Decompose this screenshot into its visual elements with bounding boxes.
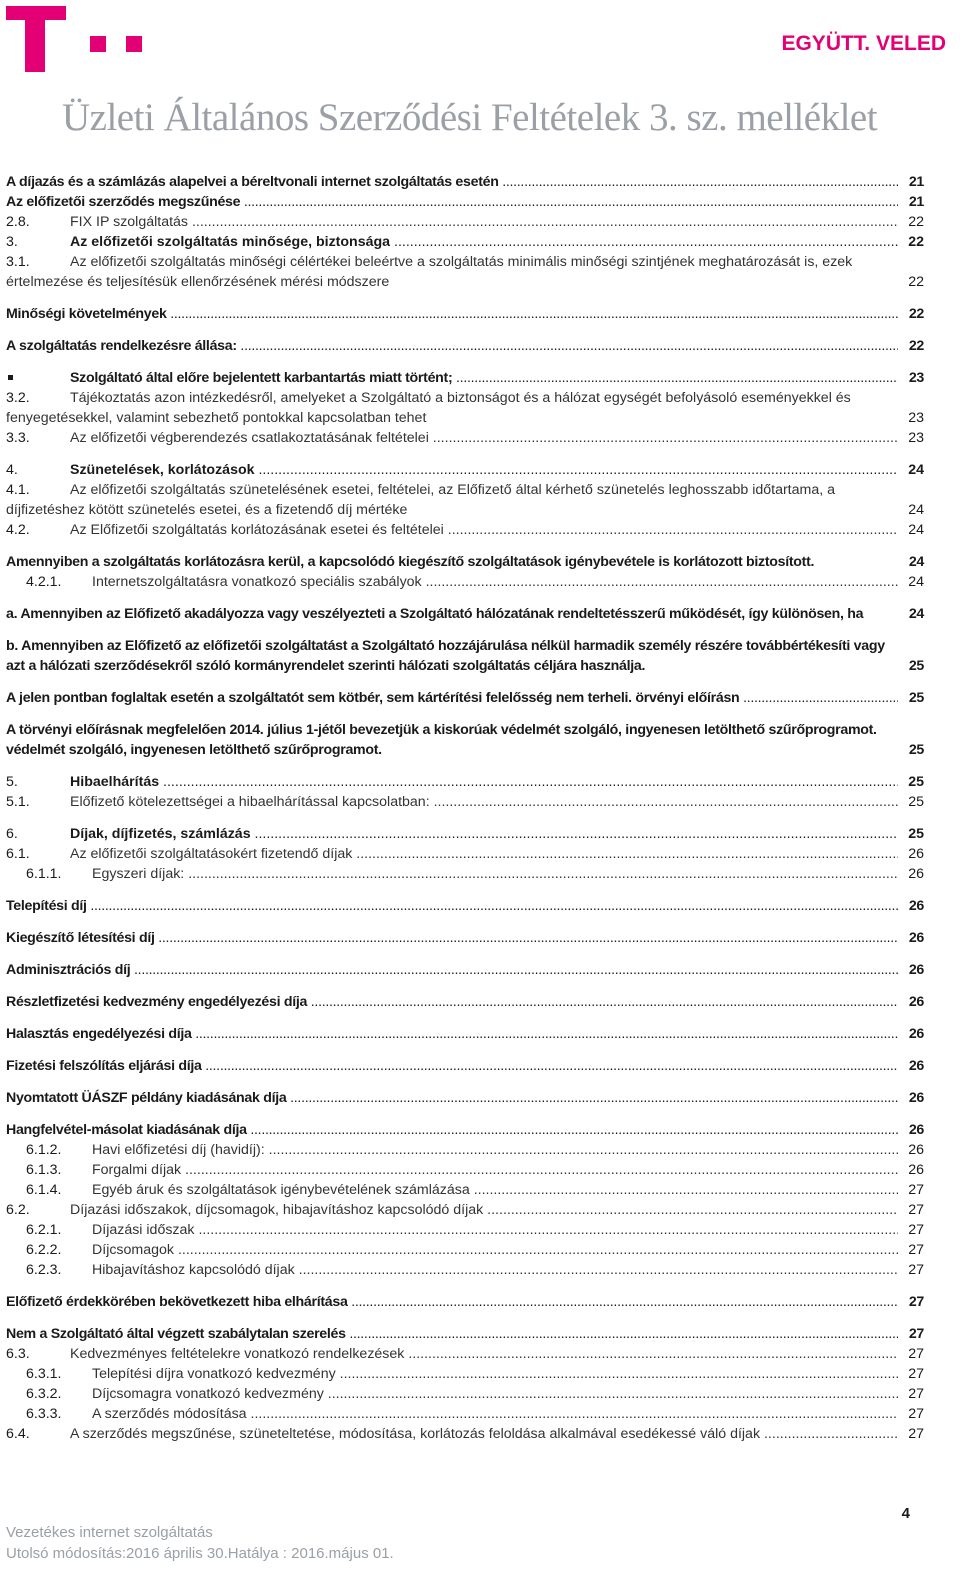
toc-entry-title: Díjazási időszakok, díjcsomagok, hibajavításhoz kapcsolódó díjak .....: [70, 1200, 898, 1220]
toc-entry-title: Előfizető érdekkörében bekövetkezett hiba elhárítása .....: [6, 1292, 898, 1312]
toc-entry-title: Díjcsomagra vonatkozó kedvezmény .....: [92, 1384, 898, 1404]
toc-entry-title: Fizetési felszólítás eljárási díja .....: [6, 1056, 898, 1076]
toc-entry[interactable]: [6, 772, 924, 792]
toc-entry-page: 23: [908, 370, 924, 386]
toc-entry-number: 6.4.: [6, 1426, 30, 1442]
toc-entry-page: 22: [908, 306, 924, 322]
toc-entry-title: A szerződés megszűnése, szüneteltetése, módosítása, korlátozás feloldása alkalmával esedékessé váló díjak .....: [70, 1424, 898, 1444]
toc-entry-number: 6.2.1.: [26, 1222, 62, 1238]
toc-entry-number: 4.1.: [6, 482, 30, 498]
toc-entry-title: A szerződés módosítása .....: [92, 1404, 898, 1424]
toc-entry-title: Díjak, díjfizetés, számlázás .....: [70, 824, 898, 844]
toc-entry-page: 27: [908, 1406, 924, 1422]
toc-entry-number: 6.1.1.: [26, 866, 62, 882]
toc-entry[interactable]: [6, 388, 924, 428]
toc-entry-title: Az előfizetői szerződés megszűnése .....: [6, 192, 898, 212]
toc-entry[interactable]: [6, 1056, 924, 1076]
toc-entry[interactable]: [6, 1404, 924, 1424]
footer-modification-date: Utolsó módosítás:2016 április 30.Hatálya : 2016.május 01.: [6, 1545, 394, 1562]
toc-entry-page: 23: [908, 410, 924, 426]
toc-entry-title: Tájékoztatás azon intézkedésről, amelyeket a Szolgáltató a biztonságot és a hálózat egységét befolyásoló eseményekkel és fenyegetésekkel, valamint sebezhető pontokkal kapcsolatban tehet: [6, 390, 851, 426]
toc-entry-title: Kiegészítő létesítési díj .....: [6, 928, 898, 948]
toc-entry-number: 4.: [6, 462, 18, 478]
toc-entry-number: 2.8.: [6, 214, 30, 230]
toc-entry-number: 6.3.: [6, 1346, 30, 1362]
toc-entry-number: 6.3.2.: [26, 1386, 62, 1402]
toc-entry-page: 27: [908, 1366, 924, 1382]
toc-entry-page: 27: [908, 1346, 924, 1362]
toc-entry-title: Telepítési díj .....: [6, 896, 898, 916]
toc-entry[interactable]: [6, 960, 924, 980]
toc-entry-number: 6.2.: [6, 1202, 30, 1218]
toc-entry-title: Díjazási időszak .....: [92, 1220, 898, 1240]
toc-entry-page: 27: [908, 1262, 924, 1278]
toc-entry-page: 26: [908, 994, 924, 1010]
slogan: EGYÜTT. VELED: [781, 32, 946, 55]
toc-entry[interactable]: [6, 1180, 924, 1200]
toc-entry[interactable]: [6, 336, 924, 356]
toc-entry-page: 22: [908, 234, 924, 250]
toc-entry-title: Kedvezményes feltételekre vonatkozó rendelkezések .....: [70, 1344, 898, 1364]
toc-entry[interactable]: [6, 928, 924, 948]
toc-entry[interactable]: [6, 824, 924, 844]
toc-entry-title: Amennyiben a szolgáltatás korlátozásra kerül, a kapcsolódó kiegészítő szolgáltatások igénybevétele is korlátozott biztosított.: [6, 554, 815, 570]
toc-entry[interactable]: [6, 1424, 924, 1444]
toc-entry[interactable]: [6, 864, 924, 884]
toc-entry[interactable]: [6, 368, 924, 388]
toc-entry-page: 24: [908, 606, 924, 622]
toc-entry-page: 25: [908, 658, 924, 674]
toc-entry[interactable]: [6, 232, 924, 252]
toc-entry[interactable]: [6, 792, 924, 812]
toc-entry-page: 26: [908, 1026, 924, 1042]
toc-entry-number: 3.2.: [6, 390, 30, 406]
toc-entry-title: Szolgáltató által előre bejelentett karbantartás miatt történt; .....: [70, 368, 898, 388]
toc-entry-title: Hibaelhárítás .....: [70, 772, 898, 792]
toc-entry-page: 27: [908, 1242, 924, 1258]
toc-entry[interactable]: [6, 192, 924, 212]
toc-entry[interactable]: [6, 252, 924, 292]
toc-entry[interactable]: [6, 1088, 924, 1108]
toc-entry[interactable]: [6, 1024, 924, 1044]
toc-entry[interactable]: [6, 172, 924, 192]
toc-entry-page: 22: [908, 274, 924, 290]
toc-entry-number: 6.3.1.: [26, 1366, 62, 1382]
toc-entry-page: 25: [908, 774, 924, 790]
toc-entry-title: Egyszeri díjak: .....: [92, 864, 898, 884]
toc-entry[interactable]: [6, 1384, 924, 1404]
toc-entry-page: 26: [908, 962, 924, 978]
toc-entry-title: Az előfizetői szolgáltatás szünetelésének esetei, feltételei, az Előfizető által kérhető szünetelés leghosszabb időtartama, a díjfizetéshez kötött szünetelés esetei, és a fizetendő díj mértéke: [6, 482, 835, 518]
toc-entry[interactable]: [6, 1292, 924, 1312]
toc-entry-page: 23: [908, 430, 924, 446]
toc-entry[interactable]: [6, 604, 924, 624]
toc-entry-title: Hibajavításhoz kapcsolódó díjak .....: [92, 1260, 898, 1280]
toc-entry[interactable]: [6, 720, 924, 760]
toc-entry[interactable]: [6, 1324, 924, 1344]
toc-entry-page: 27: [908, 1222, 924, 1238]
toc-entry-page: 26: [908, 1122, 924, 1138]
toc-entry-page: 26: [908, 846, 924, 862]
toc-entry[interactable]: [6, 1344, 924, 1364]
logo-t-stem: [25, 6, 45, 72]
toc-entry-page: 25: [908, 742, 924, 758]
footer-service-name: Vezetékes internet szolgáltatás: [6, 1524, 213, 1541]
toc-entry-number: 6.2.3.: [26, 1262, 62, 1278]
toc-entry-number: 6.1.2.: [26, 1142, 62, 1158]
toc-entry-number: 4.2.: [6, 522, 30, 538]
toc-entry-title: Hangfelvétel-másolat kiadásának díja .....: [6, 1120, 898, 1140]
toc-entry[interactable]: [6, 1220, 924, 1240]
toc-entry-title: Az előfizetői végberendezés csatlakoztatásának feltételei .....: [70, 428, 898, 448]
toc-entry[interactable]: [6, 1364, 924, 1384]
toc-entry-title: A jelen pontban foglaltak esetén a szolgáltatót sem kötbér, sem kártérítési felelősség nem terheli. örvényi előírásn .....: [6, 688, 898, 708]
toc-entry-number: 6.1.4.: [26, 1182, 62, 1198]
toc-entry-title: Az Előfizetői szolgáltatás korlátozásának esetei és feltételei .....: [70, 520, 898, 540]
logo-square-2: [126, 36, 142, 52]
toc-entry-page: 22: [908, 338, 924, 354]
bullet-icon: [8, 375, 13, 380]
toc-entry[interactable]: [6, 992, 924, 1012]
toc-entry[interactable]: [6, 1240, 924, 1260]
toc-entry[interactable]: [6, 1200, 924, 1220]
toc-entry-page: 27: [908, 1182, 924, 1198]
toc-entry-number: 6.: [6, 826, 18, 842]
toc-entry-page: 25: [908, 826, 924, 842]
toc-entry-number: 3.3.: [6, 430, 30, 446]
toc-entry-title: Szünetelések, korlátozások .....: [70, 460, 898, 480]
telekom-logo: [6, 6, 144, 76]
toc-entry-number: 5.: [6, 774, 18, 790]
toc-entry[interactable]: [6, 520, 924, 540]
toc-entry-page: 27: [908, 1426, 924, 1442]
toc-entry-page: 24: [908, 522, 924, 538]
toc-entry-page: 26: [908, 930, 924, 946]
toc-entry-number: 3.: [6, 234, 18, 250]
toc-entry-title: Részletfizetési kedvezmény engedélyezési díja .....: [6, 992, 898, 1012]
toc-entry[interactable]: [6, 636, 924, 676]
toc-entry-page: 26: [908, 866, 924, 882]
toc-entry-number: 6.2.2.: [26, 1242, 62, 1258]
toc-entry-title: b. Amennyiben az Előfizető az előfizetői szolgáltatást a Szolgáltató hozzájárulása nélkül harmadik személy részére továbbértékesíti vagy azt a hálózati szerződésekről szóló kormányrendelet szerinti hálózati szolgáltatás céljára használja.: [6, 638, 885, 674]
toc-entry-title: Minőségi követelmények .....: [6, 304, 898, 324]
toc-entry-title: Havi előfizetési díj (havidíj): .....: [92, 1140, 898, 1160]
toc-entry[interactable]: [6, 896, 924, 916]
toc-entry-page: 26: [908, 898, 924, 914]
toc-entry[interactable]: [6, 212, 924, 232]
toc-entry-page: 27: [908, 1326, 924, 1342]
toc-entry-number: 3.1.: [6, 254, 30, 270]
toc-entry[interactable]: [6, 428, 924, 448]
toc-entry-page: 24: [908, 462, 924, 478]
toc-entry-title: A szolgáltatás rendelkezésre állása: .....: [6, 336, 898, 356]
toc-entry-page: 24: [908, 502, 924, 518]
toc-entry[interactable]: [6, 1120, 924, 1140]
toc-entry-title: Telepítési díjra vonatkozó kedvezmény .....: [92, 1364, 898, 1384]
toc-entry-title: a. Amennyiben az Előfizető akadályozza vagy veszélyezteti a Szolgáltató hálózatának rendeltetésszerű működését, így különösen, ha: [6, 606, 864, 622]
toc-entry-title: Forgalmi díjak .....: [92, 1160, 898, 1180]
toc-entry[interactable]: [6, 480, 924, 520]
toc-entry-page: 24: [908, 554, 924, 570]
toc-entry[interactable]: [6, 688, 924, 708]
toc-entry-title: Egyéb áruk és szolgáltatások igénybevételének számlázása .....: [92, 1180, 898, 1200]
toc-entry[interactable]: [6, 552, 924, 572]
toc-entry-title: Díjcsomagok .....: [92, 1240, 898, 1260]
toc-entry-page: 27: [908, 1294, 924, 1310]
toc-entry-page: 25: [908, 690, 924, 706]
toc-entry-title: Internetszolgáltatásra vonatkozó speciális szabályok .....: [92, 572, 898, 592]
toc-entry-page: 27: [908, 1202, 924, 1218]
page-number: 4: [901, 1505, 910, 1522]
toc-entry[interactable]: [6, 844, 924, 864]
toc-entry-page: 21: [908, 174, 924, 190]
toc-entry-number: 6.3.3.: [26, 1406, 62, 1422]
toc-entry-page: 26: [908, 1142, 924, 1158]
toc-entry[interactable]: [6, 1160, 924, 1180]
logo-square-1: [90, 36, 106, 52]
toc-entry-title: A díjazás és a számlázás alapelvei a béreltvonali internet szolgáltatás esetén .....: [6, 172, 898, 192]
toc-entry-number: 6.1.: [6, 846, 30, 862]
toc-entry-number: 5.1.: [6, 794, 30, 810]
table-of-contents: [6, 172, 924, 1444]
toc-entry-page: 26: [908, 1058, 924, 1074]
toc-entry-title: Adminisztrációs díj .....: [6, 960, 898, 980]
toc-entry-title: A törvényi előírásnak megfelelően 2014. július 1-jétől bevezetjük a kiskorúak védelmét szolgáló, ingyenesen letölthető szűrőprogramot. védelmét szolgáló, ingyenesen letölthető szűrőprogramot.: [6, 722, 877, 758]
toc-entry-page: 25: [908, 794, 924, 810]
toc-entry[interactable]: [6, 572, 924, 592]
toc-entry[interactable]: [6, 460, 924, 480]
toc-entry-page: 26: [908, 1162, 924, 1178]
toc-entry-title: Nem a Szolgáltató által végzett szabálytalan szerelés .....: [6, 1324, 898, 1344]
toc-entry-number: 4.2.1.: [26, 574, 62, 590]
toc-entry-page: 27: [908, 1386, 924, 1402]
toc-entry-title: FIX IP szolgáltatás .....: [70, 212, 898, 232]
toc-entry[interactable]: [6, 1260, 924, 1280]
toc-entry-title: Nyomtatott ÜÁSZF példány kiadásának díja .....: [6, 1088, 898, 1108]
toc-entry-number: 6.1.3.: [26, 1162, 62, 1178]
toc-entry-page: 22: [908, 214, 924, 230]
document-title: Üzleti Általános Szerződési Feltételek 3. sz. melléklet: [62, 96, 878, 139]
toc-entry[interactable]: [6, 304, 924, 324]
toc-entry-title: Az előfizetői szolgáltatás minőségi célértékei beleértve a szolgáltatás minimális minőségi szintjének meghatározását is, ezek értelmezése és teljesítésük ellenőrzésének mérési módszere: [6, 254, 853, 290]
toc-entry-title: Halasztás engedélyezési díja .....: [6, 1024, 898, 1044]
toc-entry-title: Az előfizetői szolgáltatás minősége, biztonsága .....: [70, 232, 898, 252]
toc-entry-title: Előfizető kötelezettségei a hibaelhárítással kapcsolatban: .....: [70, 792, 898, 812]
toc-entry-page: 21: [908, 194, 924, 210]
toc-entry-page: 26: [908, 1090, 924, 1106]
toc-entry-title: Az előfizetői szolgáltatásokért fizetendő díjak .....: [70, 844, 898, 864]
toc-entry[interactable]: [6, 1140, 924, 1160]
toc-entry-page: 24: [908, 574, 924, 590]
